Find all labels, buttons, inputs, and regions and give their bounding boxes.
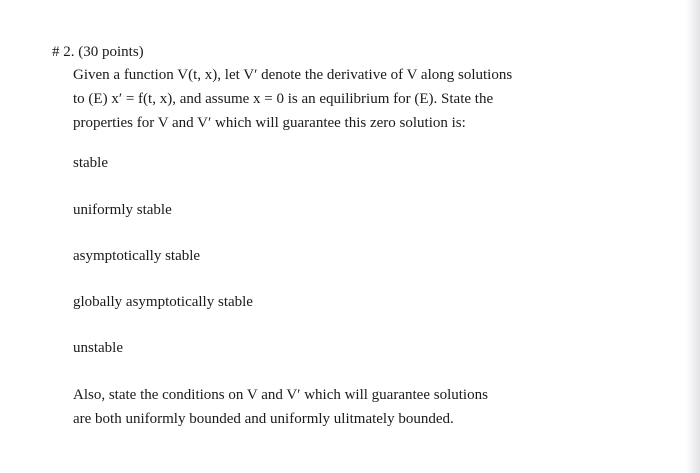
- page-edge-shadow: [686, 0, 700, 473]
- stability-item-stable: stable: [73, 155, 108, 171]
- closing-line: Also, state the conditions on V and V′ which will guarantee solutions: [73, 387, 488, 403]
- stability-item-globally-asymptotically-stable: globally asymptotically stable: [73, 294, 253, 310]
- stability-item-asymptotically-stable: asymptotically stable: [73, 248, 201, 264]
- intro-line: to (E) x′ = f(t, x), and assume x = 0 is an equilibrium for (E). State the: [73, 91, 494, 107]
- problem-closing: [73, 383, 543, 431]
- closing-line: are both uniformly bounded and uniformly ulitmately bounded.: [73, 411, 454, 427]
- intro-line: Given a function V(t, x), let V′ denote the derivative of V along solutions: [73, 67, 513, 83]
- problem-heading: # 2. (30 points): [52, 44, 144, 60]
- stability-item-uniformly-stable: uniformly stable: [73, 202, 172, 218]
- stability-item-unstable: unstable: [73, 340, 123, 356]
- intro-line: properties for V and V′ which will guarantee this zero solution is:: [73, 115, 466, 131]
- problem-intro: [73, 63, 543, 135]
